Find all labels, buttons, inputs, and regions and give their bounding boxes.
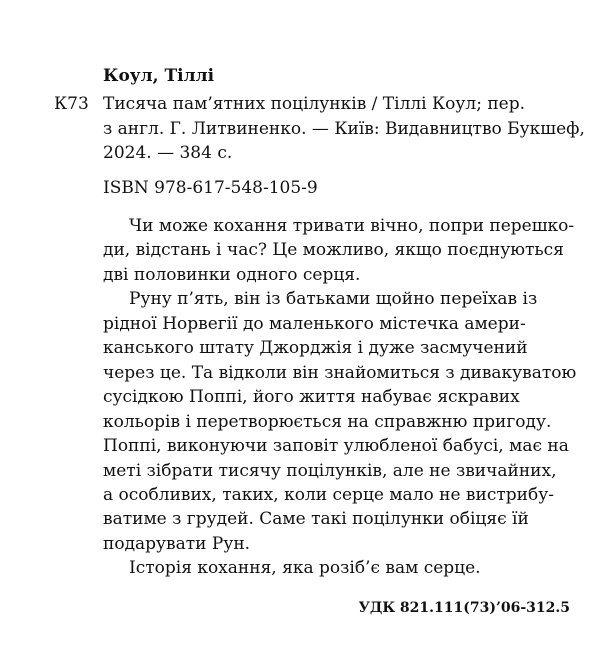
annotation-line: подарувати Рун.: [103, 533, 251, 554]
annotation-line: ди, відстань і час? Це можливо, якщо поєднуються: [103, 240, 564, 261]
bibliographic-line: з англ. Г. Литвиненко. — Київ: Видавництво Букшеф,: [103, 118, 585, 139]
annotation-line: дві половинки одного серця.: [103, 264, 361, 285]
author-name: Коул, Тіллі: [103, 66, 215, 86]
annotation-line: Історія кохання, яка розіб’є вам серце.: [129, 558, 481, 579]
udc-code: УДК 821.111(73)’06-312.5: [358, 600, 570, 616]
annotation-line: рідної Норвегії до маленького містечка амери-: [103, 313, 526, 334]
annotation-line: Чи може кохання тривати вічно, попри перешко-: [129, 216, 575, 236]
author-code: К73: [54, 94, 89, 114]
isbn: ISBN 978-617-548-105-9: [103, 178, 318, 198]
bibliographic-description: [103, 92, 585, 166]
annotation-line: через це. Та відколи він знайомиться з дивакуватою: [103, 362, 577, 383]
annotation-line: ватиме з грудей. Саме такі поцілунки обіцяє їй: [103, 509, 529, 530]
annotation-line: а особливих, таких, коли серце мало не вистрибу-: [103, 484, 554, 505]
annotation-line: Руну п’ять, він із батьками щойно переїхав із: [129, 289, 538, 310]
annotation-line: канського штату Джорджія і дуже засмучений: [103, 338, 528, 359]
bibliographic-line: Тисяча пам’ятних поцілунків / Тіллі Коул; пер.: [103, 94, 526, 114]
annotation-line: кольорів і перетворюється на справжню пригоду.: [103, 411, 552, 432]
bibliographic-line: 2024. — 384 с.: [103, 143, 233, 163]
annotation-line: сусідкою Поппі, його життя набуває яскравих: [103, 387, 520, 408]
annotation-line: Поппі, виконуючи заповіт улюбленої бабусі, має на: [103, 436, 569, 457]
annotation: [103, 214, 577, 581]
annotation-line: меті зібрати тисячу поцілунків, але не звичайних,: [103, 460, 557, 481]
